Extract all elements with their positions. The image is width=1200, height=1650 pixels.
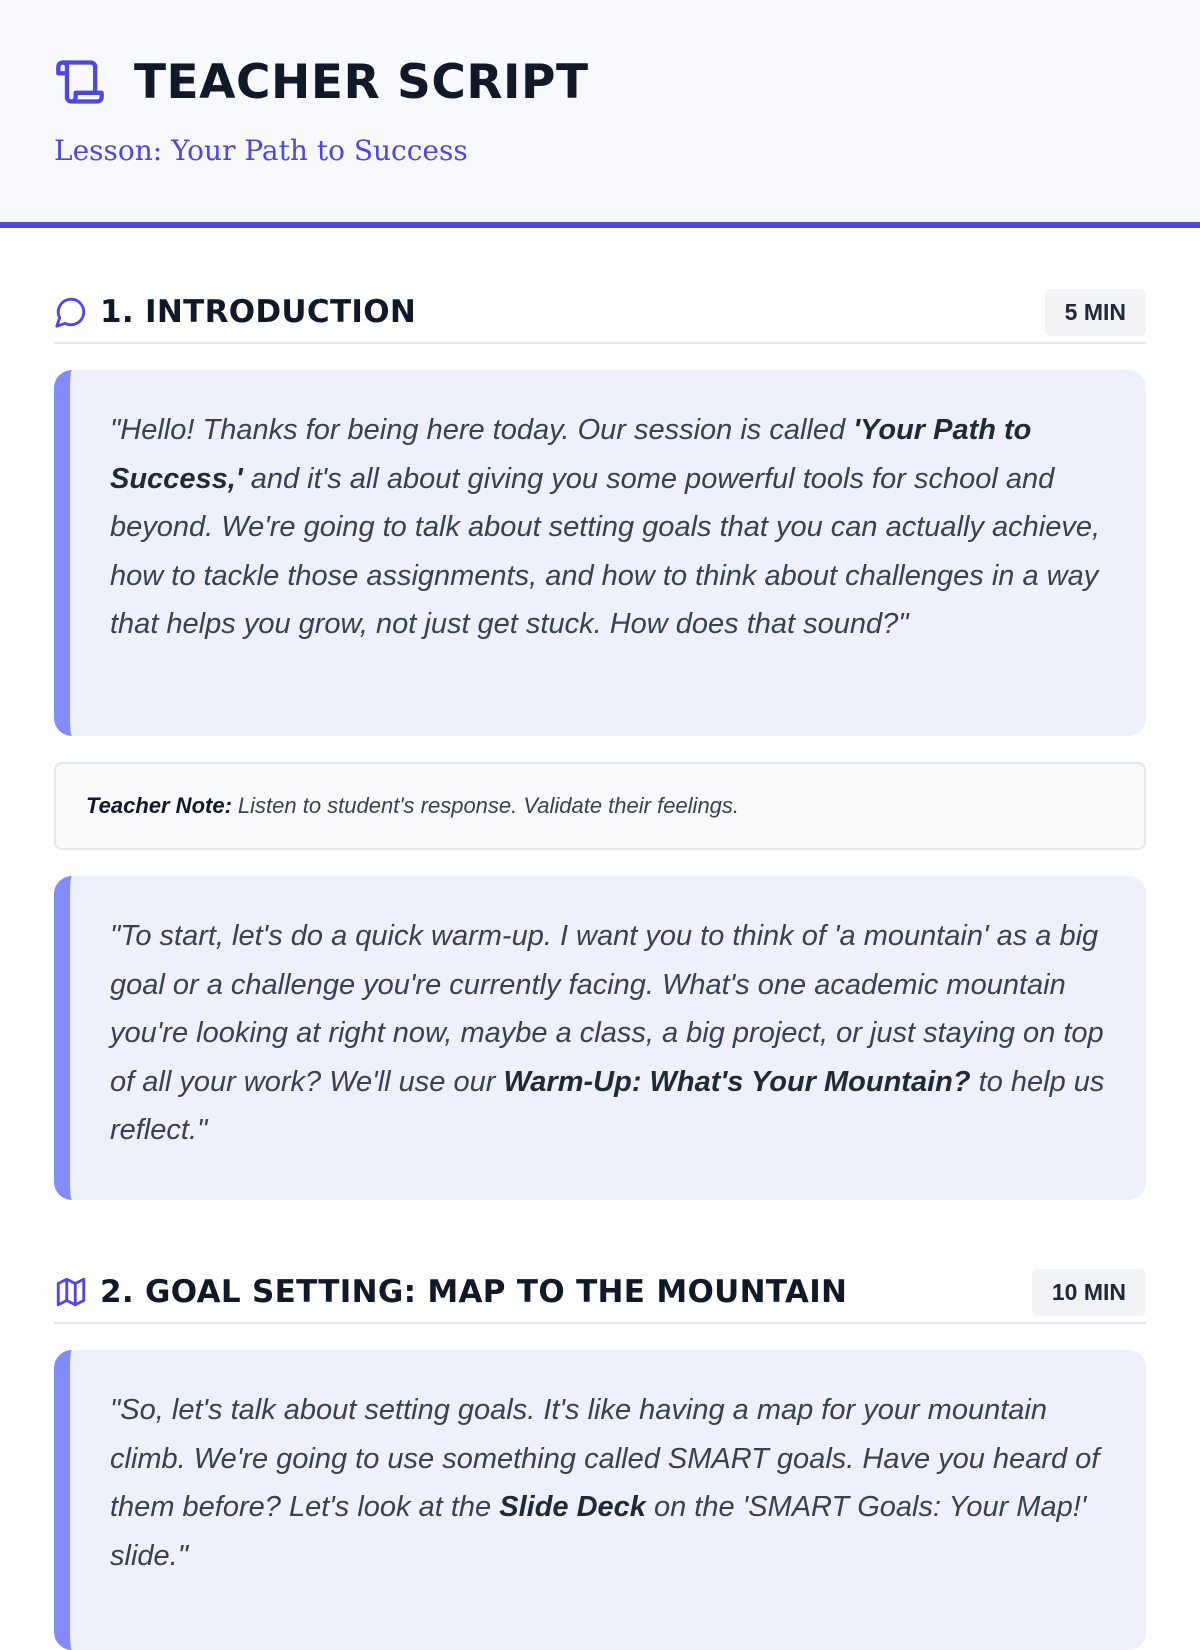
lesson-subtitle: Lesson: Your Path to Success bbox=[54, 134, 468, 167]
quote-text: "So, let's talk about setting goals. It's like having a map for your mountain climb. We're going to use something called SMART goals. Have you heard of them before? Let's look at the bbox=[110, 1394, 1100, 1523]
quote-text: and it's all about giving you some powerful tools for school and beyond. We're going to talk about setting goals that you can actually achieve, how to tackle those assignments, and how to think about challenges in a way that helps you grow, not just get stuck. How does that sound?" bbox=[110, 462, 1101, 640]
page-header bbox=[0, 0, 1200, 228]
map-icon bbox=[54, 1275, 88, 1309]
page-title: TEACHER SCRIPT bbox=[134, 54, 589, 110]
teacher-note bbox=[54, 762, 1146, 850]
script-quote bbox=[54, 876, 1146, 1200]
title-row bbox=[54, 52, 1146, 112]
quote-text: "Hello! Thanks for being here today. Our session is called bbox=[110, 414, 854, 446]
script-content bbox=[0, 282, 1200, 1650]
teacher-note-text: Listen to student's response. Validate their feelings. bbox=[237, 793, 740, 818]
script-quote bbox=[54, 1350, 1146, 1650]
quote-text: "To start, let's do a quick warm-up. I want you to think of 'a mountain' as a big goal or a challenge you're currently facing. What's one academic mountain you're looking at right now, maybe a class, a big project, or just staying on top of all your work? We'll use our bbox=[110, 920, 1104, 1098]
section-title: 2. GOAL SETTING: MAP TO THE MOUNTAIN bbox=[100, 1274, 848, 1310]
duration-badge: 5 MIN bbox=[1045, 289, 1146, 336]
section-title: 1. INTRODUCTION bbox=[100, 294, 417, 330]
section-header-goal-setting bbox=[54, 1262, 1146, 1324]
duration-badge: 10 MIN bbox=[1032, 1269, 1146, 1316]
scroll-icon bbox=[54, 56, 106, 108]
quote-emphasis: Slide Deck bbox=[499, 1491, 646, 1523]
quote-emphasis: Warm-Up: What's Your Mountain? bbox=[503, 1065, 971, 1098]
chat-bubble-icon bbox=[54, 295, 88, 329]
section-header-introduction bbox=[54, 282, 1146, 344]
quote-emphasis: 'Your Path to Success,' bbox=[110, 414, 1032, 495]
quote-text: on the 'SMART Goals: Your Map!' slide." bbox=[110, 1491, 1087, 1572]
quote-text: to help us reflect." bbox=[110, 1065, 1105, 1146]
teacher-note-label: Teacher Note: bbox=[86, 793, 232, 818]
script-quote bbox=[54, 370, 1146, 736]
